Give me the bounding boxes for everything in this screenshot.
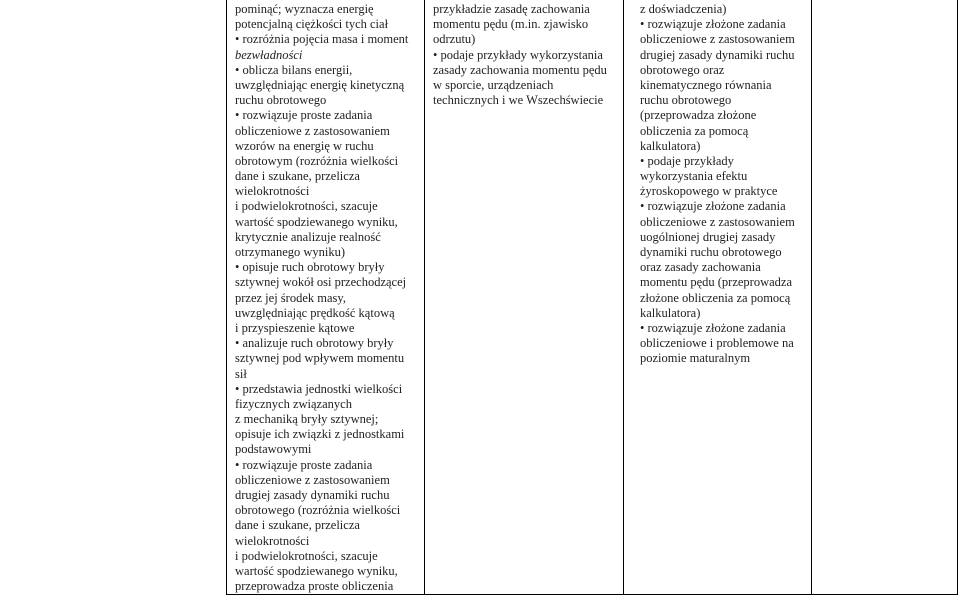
cell-line: • rozwiązuje złożone zadania bbox=[640, 199, 786, 214]
cell-line: podstawowymi bbox=[235, 442, 312, 457]
cell-line: dynamiki ruchu obrotowego bbox=[640, 245, 782, 259]
cell-line: • oblicza bilans energii, bbox=[235, 62, 353, 77]
cell-line: obliczeniowe z zastosowaniem bbox=[640, 32, 795, 47]
cell-line: obliczeniowe i problemowe na bbox=[640, 336, 794, 351]
cell-line: i przyspieszenie kątowe bbox=[235, 320, 355, 335]
cell-line: dane i szukane, przelicza bbox=[235, 518, 360, 533]
column-divider-1 bbox=[424, 0, 425, 595]
cell-line: z doświadczenia) bbox=[640, 2, 727, 16]
cell-line: otrzymanego wyniku) bbox=[235, 245, 346, 259]
cell-line: wartość spodziewanego wyniku, bbox=[235, 214, 398, 229]
cell-line: momentu pędu (m.in. zjawisko bbox=[433, 17, 589, 32]
cell-line: ruchu obrotowego bbox=[235, 93, 327, 108]
cell-line: kalkulatora) bbox=[640, 138, 701, 153]
cell-line: wielokrotności bbox=[235, 184, 310, 199]
cell-line: • analizuje ruch obrotowy bryły bbox=[235, 336, 394, 351]
cell-line: obrotowym (rozróżnia wielkości bbox=[235, 153, 399, 168]
cell-line: • rozwiązuje złożone zadania bbox=[640, 17, 786, 32]
cell-line: potencjalną ciężkości tych ciał bbox=[235, 17, 389, 32]
cell-line: (przeprowadza złożone bbox=[640, 108, 757, 123]
cell-line: wartość spodziewanego wyniku, bbox=[235, 563, 398, 578]
cell-line: obrotowego (rozróżnia wielkości bbox=[235, 503, 401, 518]
cell-line: drugiej zasady dynamiki ruchu bbox=[235, 488, 390, 502]
cell-line: żyroskopowego w praktyce bbox=[640, 184, 778, 199]
cell-line: zasady zachowania momentu pędu bbox=[433, 62, 607, 77]
cell-line: w sporcie, urządzeniach bbox=[433, 77, 554, 92]
cell-line: wykorzystania efektu bbox=[640, 169, 748, 184]
cell-line: • rozróżnia pojęcia masa i moment bbox=[235, 32, 409, 47]
cell-line: • rozwiązuje proste zadania bbox=[235, 457, 373, 472]
cell-line: bezwładności bbox=[235, 47, 303, 62]
cell-line: sił bbox=[235, 366, 247, 381]
cell-line: momentu pędu (przeprowadza bbox=[640, 275, 793, 290]
column-divider-3 bbox=[811, 0, 812, 595]
cell-line: krytycznie analizuje realność bbox=[235, 229, 381, 244]
cell-line: • podaje przykłady bbox=[640, 153, 734, 168]
cell-line: uwzględniając energię kinetyczną bbox=[235, 77, 405, 92]
cell-line: technicznych i we Wszechświecie bbox=[433, 93, 604, 108]
cell-line: sztywnej wokół osi przechodzącej bbox=[235, 275, 407, 290]
cell-line: • rozwiązuje proste zadania bbox=[235, 108, 373, 123]
cell-line: uogólnionej drugiej zasady bbox=[640, 229, 776, 244]
cell-line: drugiej zasady dynamiki ruchu bbox=[640, 47, 795, 62]
table-cell-column-1 bbox=[235, 2, 421, 594]
cell-line: • podaje przykłady wykorzystania bbox=[433, 47, 603, 62]
table-border-right bbox=[957, 0, 958, 595]
cell-line: dane i szukane, przelicza bbox=[235, 169, 360, 184]
cell-line: przez jej środek masy, bbox=[235, 290, 346, 305]
table-cell-column-2 bbox=[433, 2, 621, 108]
cell-line: obliczenia za pomocą bbox=[640, 123, 749, 138]
cell-line: kalkulatora) bbox=[640, 305, 701, 320]
cell-line: • rozwiązuje złożone zadania bbox=[640, 320, 786, 335]
cell-line: kinematycznego równania bbox=[640, 77, 772, 92]
table-cell-column-3 bbox=[640, 2, 808, 367]
cell-line: i podwielokrotności, szacuje bbox=[235, 548, 378, 563]
cell-line: fizycznych związanych bbox=[235, 396, 352, 411]
cell-line: • przedstawia jednostki wielkości bbox=[235, 381, 403, 396]
cell-line: i podwielokrotności, szacuje bbox=[235, 199, 378, 214]
cell-line: obliczeniowe z zastosowaniem bbox=[640, 214, 795, 229]
cell-line: poziomie maturalnym bbox=[640, 351, 751, 366]
cell-line: ruchu obrotowego bbox=[640, 93, 732, 108]
cell-line: wzorów na energię w ruchu bbox=[235, 138, 374, 153]
cell-line: pominąć; wyznacza energię bbox=[235, 2, 374, 16]
cell-line: obrotowego oraz bbox=[640, 62, 725, 77]
cell-line: oraz zasady zachowania bbox=[640, 260, 761, 275]
table-border-left bbox=[226, 0, 227, 595]
cell-line: odrzutu) bbox=[433, 32, 476, 47]
cell-line: przeprowadza proste obliczenia bbox=[235, 579, 394, 594]
cell-line: sztywnej pod wpływem momentu bbox=[235, 351, 405, 366]
cell-line: przykładzie zasadę zachowania bbox=[433, 2, 590, 16]
cell-line: z mechaniką bryły sztywnej; bbox=[235, 412, 379, 427]
cell-line: złożone obliczenia za pomocą bbox=[640, 290, 791, 305]
column-divider-2 bbox=[623, 0, 624, 595]
cell-line: obliczeniowe z zastosowaniem bbox=[235, 123, 390, 138]
cell-line: opisuje ich związki z jednostkami bbox=[235, 427, 405, 442]
cell-line: obliczeniowe z zastosowaniem bbox=[235, 472, 390, 487]
cell-line: • opisuje ruch obrotowy bryły bbox=[235, 260, 385, 275]
cell-line: uwzględniając prędkość kątową bbox=[235, 305, 395, 320]
cell-line: wielokrotności bbox=[235, 533, 310, 548]
